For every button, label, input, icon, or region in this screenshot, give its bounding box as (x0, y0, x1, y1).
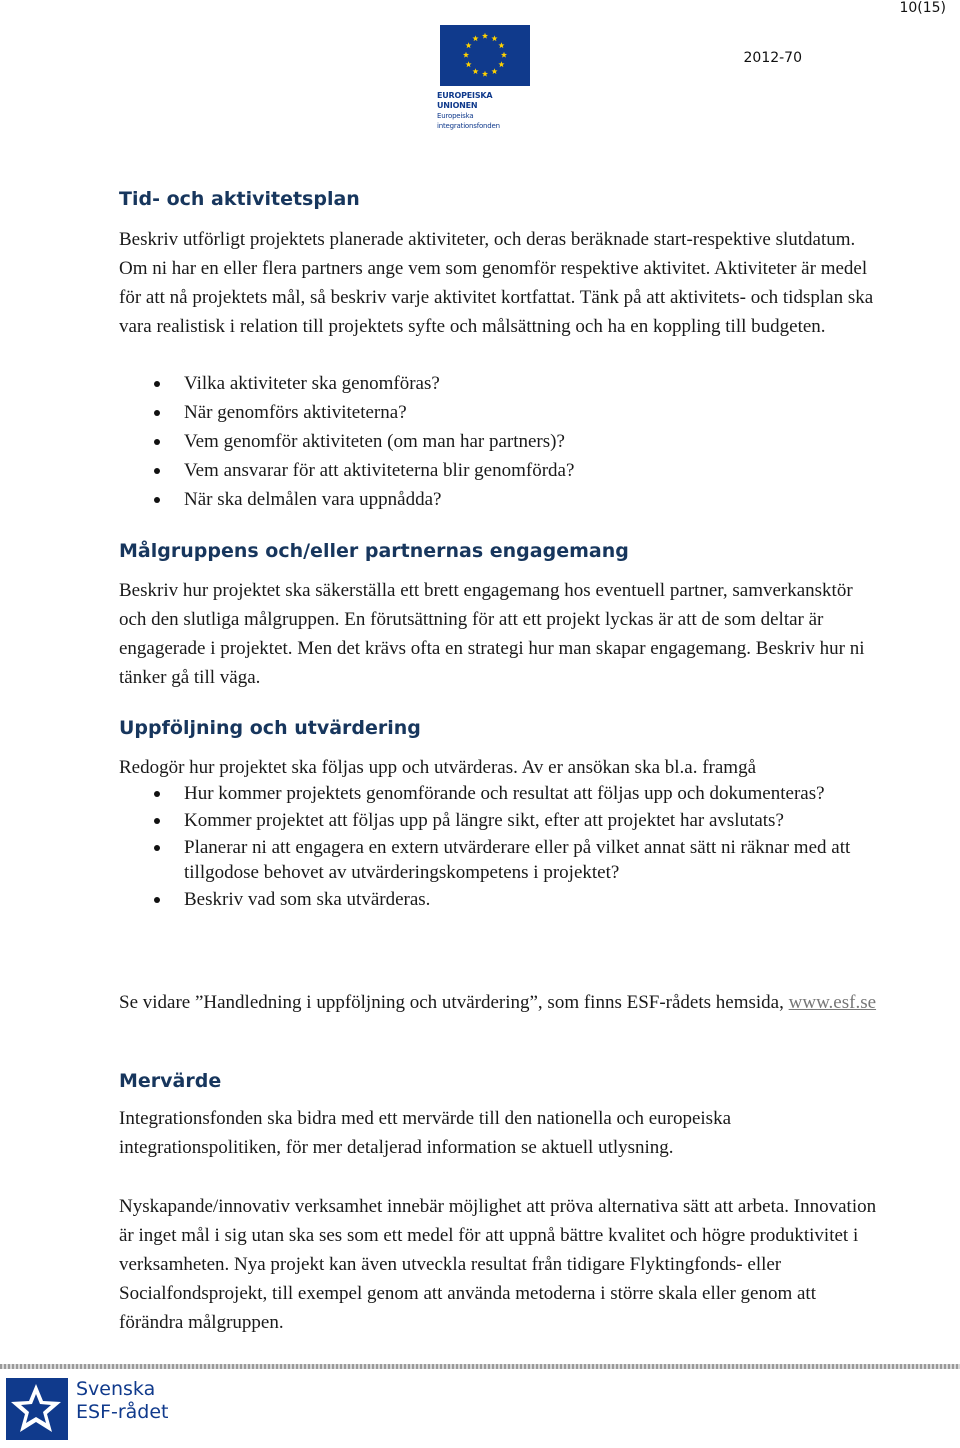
list-item: Hur kommer projektets genomförande och resultat att följas upp och dokumenteras? (119, 781, 879, 806)
heading-mervarde: Mervärde (119, 1070, 222, 1092)
uppfoljning-intro: Redogör hur projektet ska följas upp och utvärderas. Av er ansökan ska bl.a. framgå (119, 757, 757, 778)
esf-logo-line1: Svenska (76, 1378, 156, 1400)
eu-flag-icon (440, 25, 530, 86)
uppfoljning-question-list (119, 781, 879, 914)
eu-logo (437, 25, 533, 130)
eu-star-icon (491, 35, 497, 41)
heading-tid-och-aktivitetsplan: Tid- och aktivitetsplan (119, 188, 360, 210)
eu-star-icon (463, 52, 469, 58)
eu-star-icon (472, 35, 478, 41)
page-number: 10(15) (899, 0, 946, 16)
eu-star-icon (491, 68, 497, 74)
eu-star-icon (482, 71, 488, 77)
esf-website-link[interactable]: www.esf.se (788, 992, 877, 1013)
eu-star-icon (482, 33, 488, 39)
list-item: Vilka aktiviteter ska genomföras? (119, 369, 879, 398)
eu-star-icon (498, 61, 504, 67)
heading-uppfoljning-och-utvardering: Uppföljning och utvärdering (119, 717, 421, 739)
esf-logo-line2: ESF-rådet (76, 1401, 169, 1423)
footer-divider (0, 1364, 960, 1369)
mervarde-paragraph-1: Integrationsfonden ska bidra med ett mervärde till den nationella och europeiska integrationspolitiken, för mer detaljerad information se aktuell utlysning. (119, 1108, 732, 1158)
document-reference: 2012-70 (743, 50, 802, 66)
tid-intro-paragraph: Beskriv utförligt projektets planerade aktiviteter, och deras beräknade start-respektive slutdatum. Om ni har en eller flera partners ange vem som genomför respektive aktivitet. Aktiviteter är medel för att nå projektets mål, så beskriv varje aktivitet kortfattat. Tänk på att aktivitets- och tidsplan ska vara realistisk i relation till projektets syfte och målsättning och ha en koppling till budgeten. (119, 229, 874, 337)
esf-star-icon (0, 1374, 72, 1443)
list-item: När ska delmålen vara uppnådda? (119, 485, 879, 514)
list-item: Kommer projektet att följas upp på längre sikt, efter att projektet har avslutats? (119, 808, 879, 833)
list-item: Planerar ni att engagera en extern utvärderare eller på vilket annat sätt ni räknar med att tillgodose behovet av utvärderingskompetens i projektet? (119, 835, 879, 885)
eu-star-icon (466, 61, 472, 67)
list-item: Vem ansvarar för att aktiviteterna blir genomförda? (119, 456, 879, 485)
list-item: Beskriv vad som ska utvärderas. (119, 887, 879, 912)
eu-logo-subtitle: Europeiska integrationsfonden (437, 112, 500, 130)
eu-star-icon (501, 52, 507, 58)
eu-star-icon (466, 42, 472, 48)
see-also-paragraph (119, 990, 879, 1016)
malgrupp-paragraph: Beskriv hur projektet ska säkerställa ett brett engagemang hos eventuell partner, samverkansktör och den slutliga målgruppen. En förutsättning för att ett projekt lyckas är att de som deltar är engagerade i projektet. Men det krävs ofta en strategi hur man skapar engagemang. Beskriv hur ni tänker gå till väga. (119, 580, 865, 688)
see-also-text: Se vidare ”Handledning i uppföljning och utvärdering”, som finns ESF-rådets hemsida, (119, 992, 784, 1013)
eu-star-icon (472, 68, 478, 74)
mervarde-paragraph-2: Nyskapande/innovativ verksamhet innebär möjlighet att pröva alternativa sätt att arbeta. Innovation är inget mål i sig utan ska ses som ett medel för att uppnå bättre kvalitet och högre produktivitet i verksamheten. Nya projekt kan även utveckla resultat från tidigare Flyktingfonds- eller Socialfondsprojekt, till exempel genom att använda metoderna i större skala eller genom att förändra målgruppen. (119, 1196, 877, 1333)
eu-star-icon (498, 42, 504, 48)
list-item: Vem genomför aktiviteten (om man har partners)? (119, 427, 879, 456)
eu-logo-title: EUROPEISKA UNIONEN (437, 91, 493, 110)
esf-radet-logo (0, 1374, 200, 1443)
heading-malgruppens-engagemang: Målgruppens och/eller partnernas engagemang (119, 540, 629, 562)
list-item: När genomförs aktiviteterna? (119, 398, 879, 427)
tid-question-list (119, 369, 879, 514)
